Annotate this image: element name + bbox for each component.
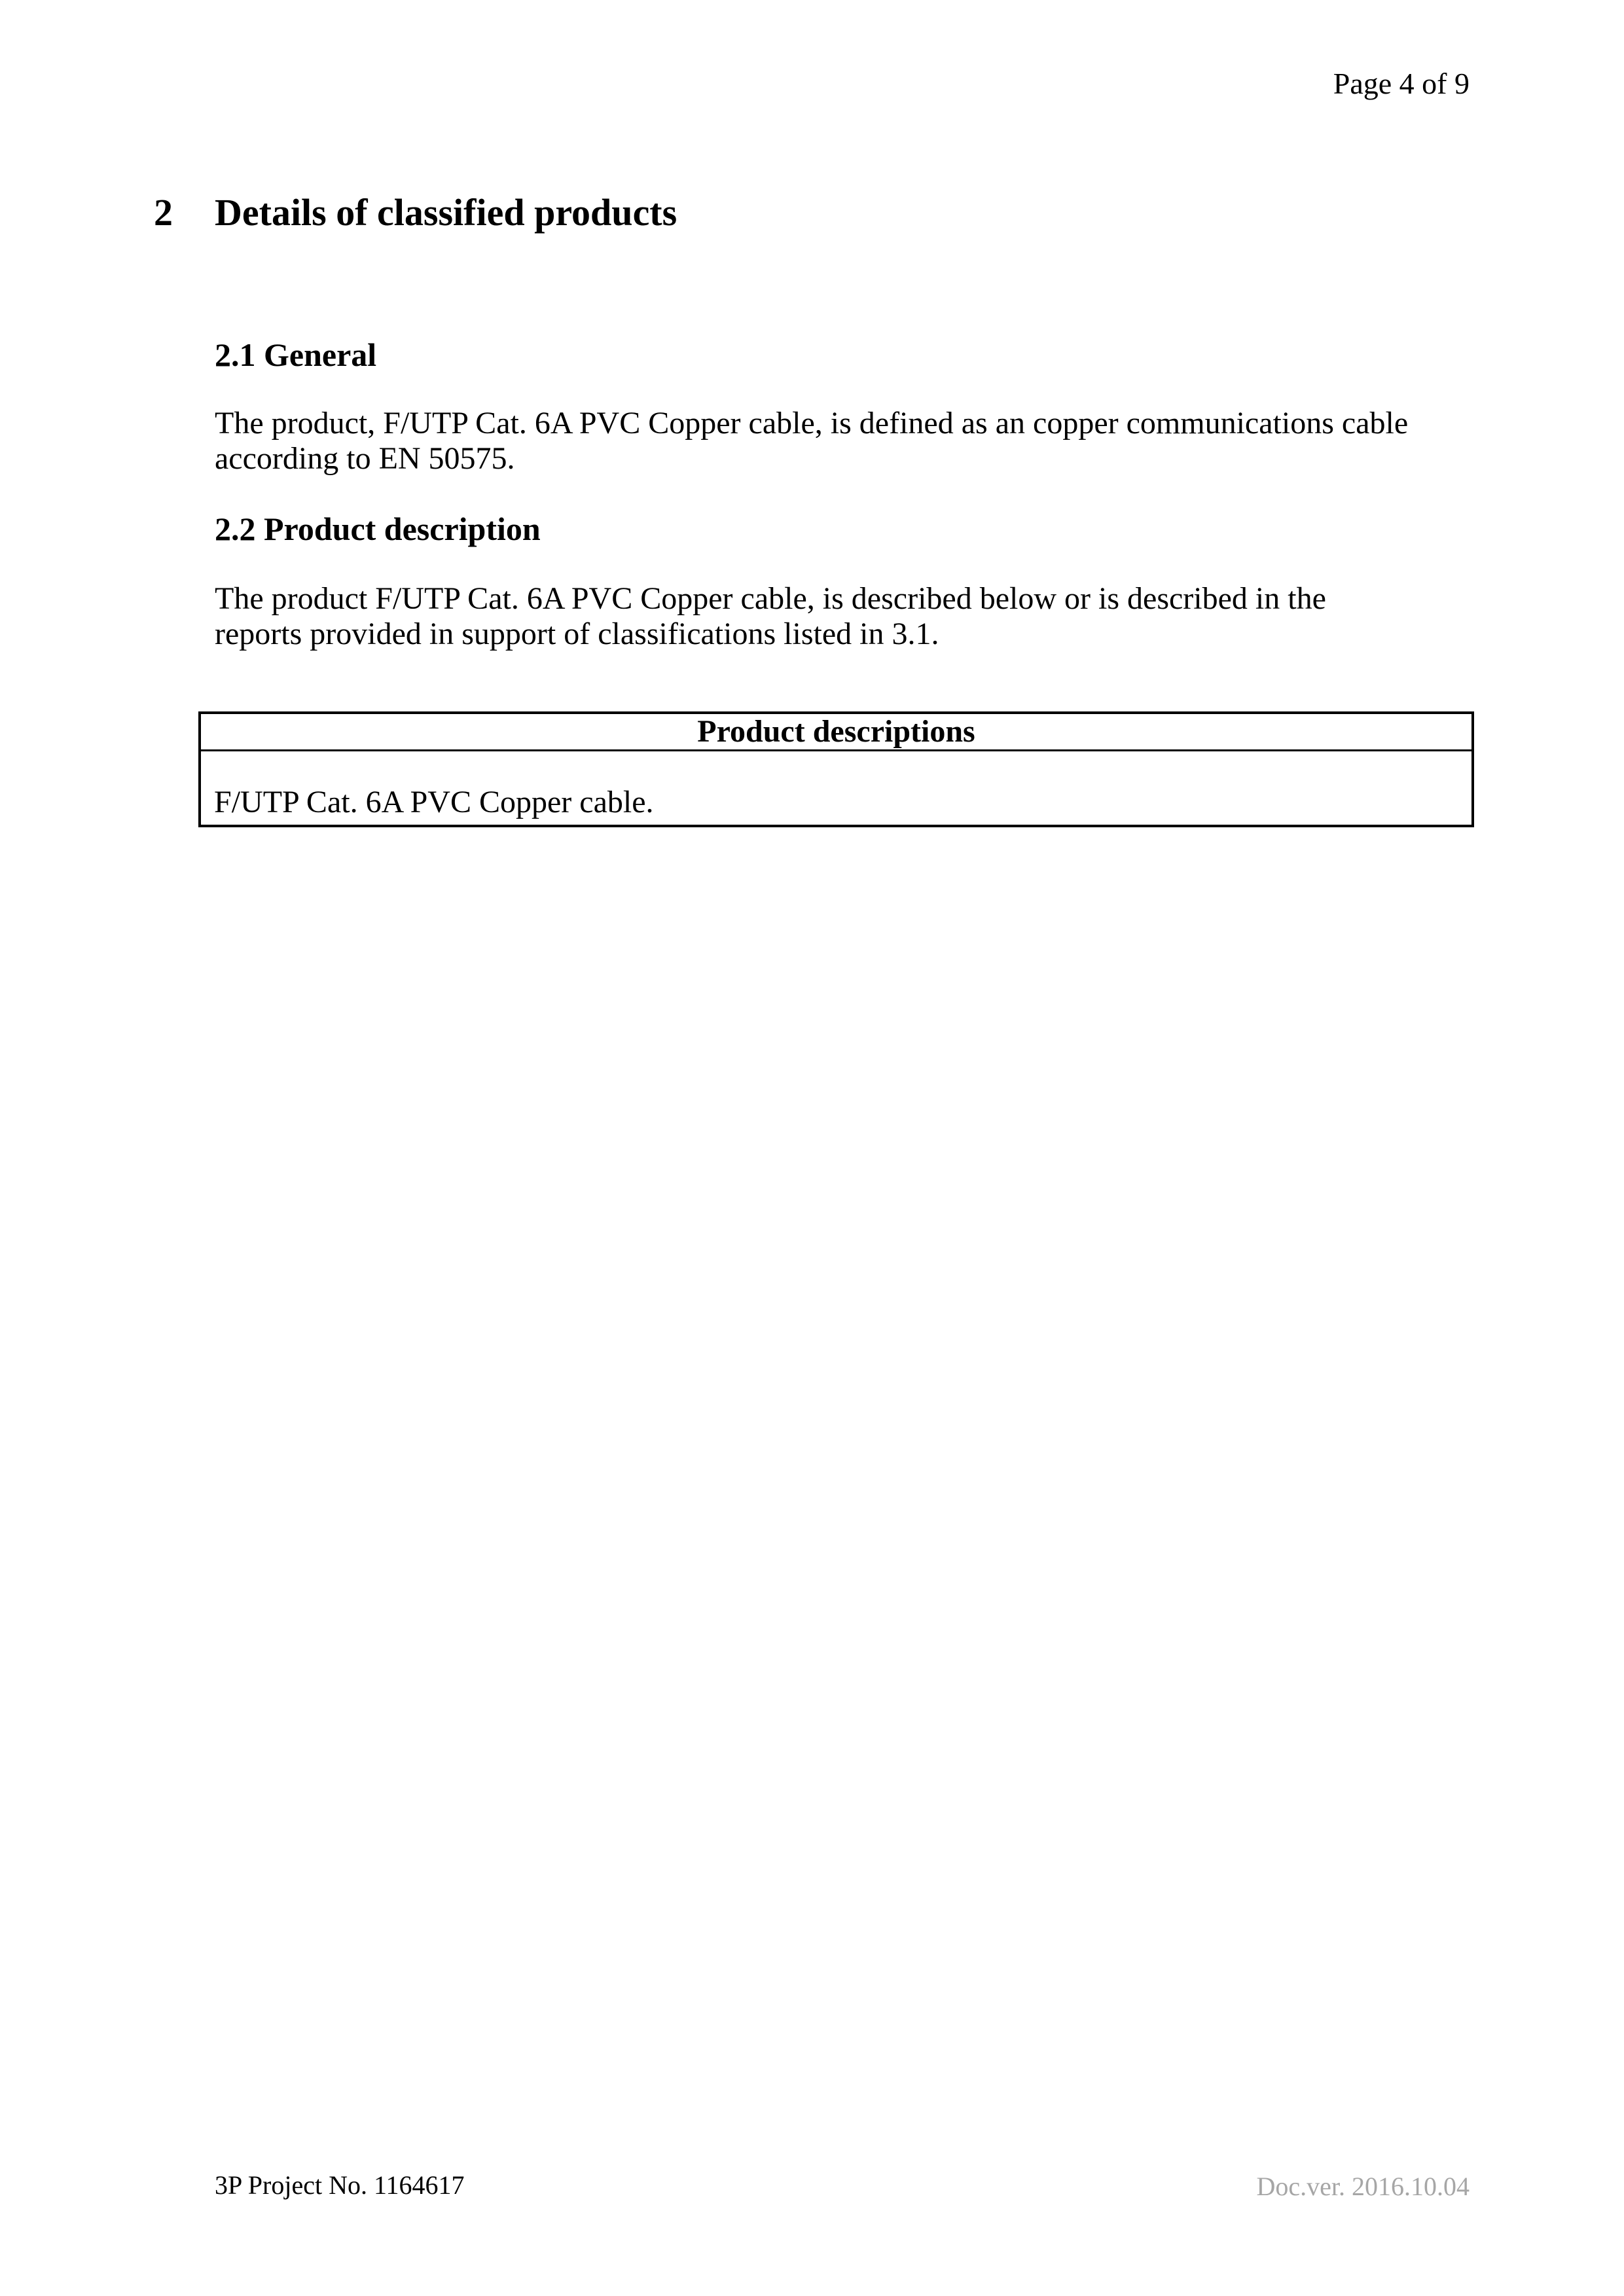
paragraph-line: according to EN 50575. [215, 441, 515, 476]
table-header-cell: Product descriptions [201, 714, 1471, 751]
paragraph-product-description [215, 581, 1326, 652]
footer-project-number: 3P Project No. 1164617 [215, 2170, 465, 2200]
table-body-cell: F/UTP Cat. 6A PVC Copper cable. [214, 785, 654, 819]
paragraph-line: The product, F/UTP Cat. 6A PVC Copper cable, is defined as an copper communications cable [215, 406, 1409, 440]
page-number-indicator: Page 4 of 9 [1333, 67, 1470, 100]
footer-doc-version: Doc.ver. 2016.10.04 [1256, 2172, 1470, 2201]
main-heading [154, 191, 677, 235]
main-heading-title: Details of classified products [215, 191, 677, 234]
paragraph-line: reports provided in support of classifications listed in 3.1. [215, 617, 939, 651]
main-heading-number: 2 [154, 191, 173, 234]
section-heading-product-description: 2.2 Product description [215, 511, 541, 547]
paragraph-general [215, 406, 1408, 476]
section-heading-general: 2.1 General [215, 336, 377, 373]
product-descriptions-table [198, 711, 1474, 827]
paragraph-line: The product F/UTP Cat. 6A PVC Copper cable, is described below or is described in the [215, 581, 1326, 616]
